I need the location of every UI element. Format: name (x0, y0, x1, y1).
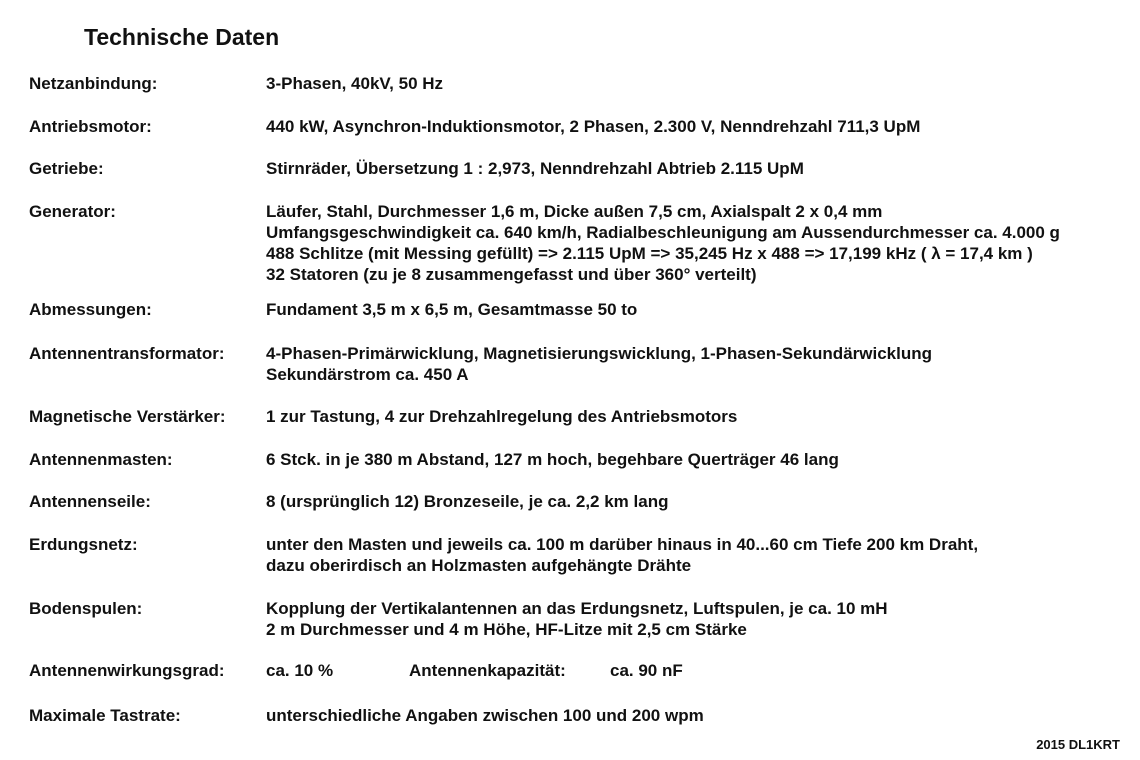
label-netzanbindung: Netzanbindung: (29, 74, 158, 93)
label-antennenkapazitaet: Antennenkapazität: (409, 661, 566, 680)
label-antennentransformator: Antennentransformator: (29, 344, 225, 363)
value-line: 440 kW, Asynchron-Induktionsmotor, 2 Phasen, 2.300 V, Nenndrehzahl 711,3 UpM (266, 117, 921, 136)
value-magnetische-verstaerker (266, 406, 737, 427)
value-line: 4-Phasen-Primärwicklung, Magnetisierungswicklung, 1-Phasen-Sekundärwicklung (266, 344, 932, 363)
footer-credit: 2015 DL1KRT (1036, 737, 1120, 752)
value-antennentransformator (266, 343, 932, 385)
value-erdungsnetz (266, 534, 978, 576)
value-line: 6 Stck. in je 380 m Abstand, 127 m hoch, begehbare Querträger 46 lang (266, 450, 839, 469)
label-getriebe: Getriebe: (29, 159, 104, 178)
value-line: unterschiedliche Angaben zwischen 100 und 200 wpm (266, 706, 704, 725)
value-antennenkapazitaet: ca. 90 nF (610, 661, 683, 680)
value-antennenwirkungsgrad: ca. 10 % (266, 661, 334, 680)
value-line: Fundament 3,5 m x 6,5 m, Gesamtmasse 50 to (266, 300, 638, 319)
value-line: Kopplung der Vertikalantennen an das Erdungsnetz, Luftspulen, je ca. 10 mH (266, 599, 888, 618)
value-line: 2 m Durchmesser und 4 m Höhe, HF-Litze mit 2,5 cm Stärke (266, 620, 747, 639)
label-magnetische-verstaerker: Magnetische Verstärker: (29, 407, 226, 426)
label-maximale-tastrate: Maximale Tastrate: (29, 706, 181, 725)
label-abmessungen: Abmessungen: (29, 300, 152, 319)
value-line: Sekundärstrom ca. 450 A (266, 365, 469, 384)
label-antriebsmotor: Antriebsmotor: (29, 117, 152, 136)
value-bodenspulen (266, 598, 888, 640)
label-antennenseile: Antennenseile: (29, 492, 151, 511)
value-antriebsmotor (266, 116, 920, 137)
label-bodenspulen: Bodenspulen: (29, 599, 143, 618)
label-antennenmasten: Antennenmasten: (29, 450, 173, 469)
label-erdungsnetz: Erdungsnetz: (29, 535, 138, 554)
value-line: 3-Phasen, 40kV, 50 Hz (266, 74, 444, 93)
value-antennenseile (266, 491, 668, 512)
value-line: unter den Masten und jeweils ca. 100 m darüber hinaus in 40...60 cm Tiefe 200 km Draht, (266, 535, 979, 554)
value-antennenmasten (266, 449, 839, 470)
value-generator (266, 201, 1060, 285)
label-generator: Generator: (29, 202, 116, 221)
value-getriebe (266, 158, 804, 179)
value-line: 32 Statoren (zu je 8 zusammengefasst und über 360° verteilt) (266, 265, 757, 284)
value-maximale-tastrate (266, 705, 704, 726)
value-netzanbindung (266, 73, 443, 94)
page-title: Technische Daten (84, 24, 280, 50)
value-line: Umfangsgeschwindigkeit ca. 640 km/h, Radialbeschleunigung am Aussendurchmesser ca. 4.000 g (266, 223, 1060, 242)
value-line: Stirnräder, Übersetzung 1 : 2,973, Nenndrehzahl Abtrieb 2.115 UpM (266, 159, 804, 178)
value-line: 1 zur Tastung, 4 zur Drehzahlregelung des Antriebsmotors (266, 407, 738, 426)
value-abmessungen (266, 299, 637, 320)
value-line: 8 (ursprünglich 12) Bronzeseile, je ca. 2,2 km lang (266, 492, 669, 511)
label-antennenwirkungsgrad: Antennenwirkungsgrad: (29, 661, 225, 680)
value-line: 488 Schlitze (mit Messing gefüllt) => 2.115 UpM => 35,245 Hz x 488 => 17,199 kHz ( λ = 17,4 km ) (266, 244, 1033, 263)
value-line: Läufer, Stahl, Durchmesser 1,6 m, Dicke außen 7,5 cm, Axialspalt 2 x 0,4 mm (266, 202, 883, 221)
value-line: dazu oberirdisch an Holzmasten aufgehängte Drähte (266, 556, 692, 575)
